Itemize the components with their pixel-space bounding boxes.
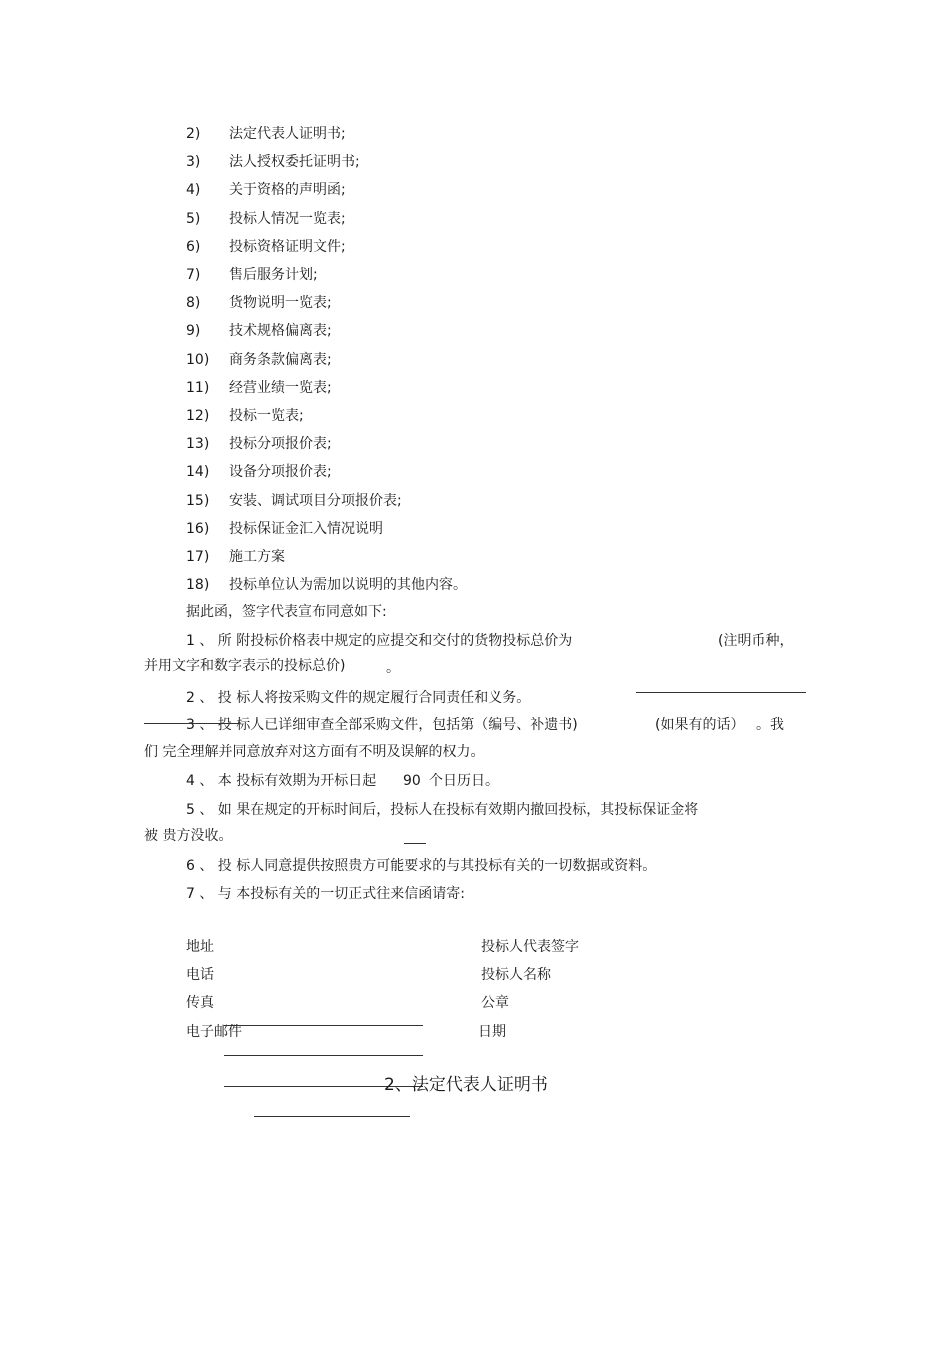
list-item: 关于资格的声明函; (229, 182, 346, 199)
list-item: 法定代表人证明书; (229, 126, 346, 142)
list-item: 投标人情况一览表; (229, 210, 346, 227)
list-item-number: 8) (186, 295, 201, 312)
list-item: 投标保证金汇入情况说明 (229, 520, 383, 537)
email-label: 电子邮件 (186, 1024, 242, 1040)
clause-3-continuation: 们 完全理解并同意放弃对这方面有不明及误解的权力。 (144, 744, 485, 760)
clause-2-text: 2 、 投 标人将按采购文件的规定履行合同责任和义务。 (186, 690, 531, 706)
clause-4-text: 4 、 本 投标有效期为开标日起 (186, 773, 377, 789)
list-item: 技术规格偏离表; (229, 323, 332, 340)
list-item-number: 18) (186, 577, 210, 594)
seal-label: 公章 (481, 995, 509, 1011)
clause-1-continuation: 并用文字和数字表示的投标总价) (144, 658, 346, 674)
clause-1-text: 1 、 所 附投标价格表中规定的应提交和交付的货物投标总价为 (186, 633, 573, 649)
list-item-number: 10) (186, 351, 210, 368)
list-item-number: 14) (186, 464, 210, 481)
list-item-number: 13) (186, 436, 210, 453)
list-item: 投标一览表; (229, 408, 304, 424)
section-title: 2、法定代表人证明书 (384, 1075, 548, 1095)
list-item-number: 2) (186, 126, 201, 142)
list-item-number: 15) (186, 492, 210, 509)
list-item: 施工方案 (229, 549, 285, 565)
list-item-number: 4) (186, 182, 201, 199)
list-item: 投标单位认为需加以说明的其他内容。 (229, 577, 467, 594)
phone-label: 电话 (186, 967, 214, 983)
list-item-number: 5) (186, 210, 201, 227)
blank-line (254, 1116, 410, 1117)
clause-5-continuation: 被 贵方没收。 (144, 828, 233, 844)
list-item-number: 3) (186, 154, 201, 171)
list-item-number: 17) (186, 549, 210, 565)
list-item: 投标分项报价表; (229, 436, 332, 453)
clause-4-tail: 个日历日。 (429, 773, 499, 789)
clause-6-text: 6 、 投 标人同意提供按照贵方可能要求的与其投标有关的一切数据或资料。 (186, 858, 657, 874)
clause-3-note: (如果有的话） (655, 717, 745, 733)
list-item: 商务条款偏离表; (229, 351, 332, 368)
clause-4-days: 90 (403, 773, 421, 789)
list-item-number: 12) (186, 408, 210, 424)
fax-label: 传真 (186, 995, 214, 1011)
list-item-number: 6) (186, 238, 201, 255)
list-item: 售后服务计划; (229, 267, 318, 283)
blank-line (144, 723, 240, 724)
address-label: 地址 (186, 939, 214, 955)
list-item: 经营业绩一览表; (229, 379, 332, 396)
clause-5-text: 5 、 如 果在规定的开标时间后，投标人在投标有效期内撤回投标，其投标保证金将 (186, 802, 699, 818)
blank-line (636, 692, 806, 693)
list-item-number: 16) (186, 520, 210, 537)
rep-signature-label: 投标人代表签字 (481, 939, 579, 955)
list-item: 法人授权委托证明书; (229, 154, 360, 171)
list-item-number: 11) (186, 379, 210, 396)
list-item: 投标资格证明文件; (229, 238, 346, 255)
clause-3-text: 3 、 投 标人已详细审查全部采购文件，包括第（编号、补遗书) (186, 717, 578, 733)
clause-1-note: (注明币种， (718, 633, 794, 649)
list-item: 货物说明一览表; (229, 295, 332, 312)
clause-7-text: 7 、 与 本投标有关的一切正式往来信函请寄: (186, 886, 465, 902)
date-label: 日期 (478, 1024, 506, 1040)
bidder-name-label: 投标人名称 (481, 967, 551, 983)
intro-text: 据此函，签字代表宣布同意如下: (186, 604, 387, 620)
blank-line (224, 1055, 423, 1056)
list-item: 设备分项报价表; (229, 464, 332, 481)
clause-3-tail: 。我 (756, 717, 784, 733)
clause-1-period: 。 (386, 660, 400, 676)
list-item: 安装、调试项目分项报价表; (229, 492, 402, 509)
blank-line (404, 843, 426, 844)
blank-line (224, 1025, 423, 1026)
list-item-number: 7) (186, 267, 201, 283)
list-item-number: 9) (186, 323, 201, 340)
